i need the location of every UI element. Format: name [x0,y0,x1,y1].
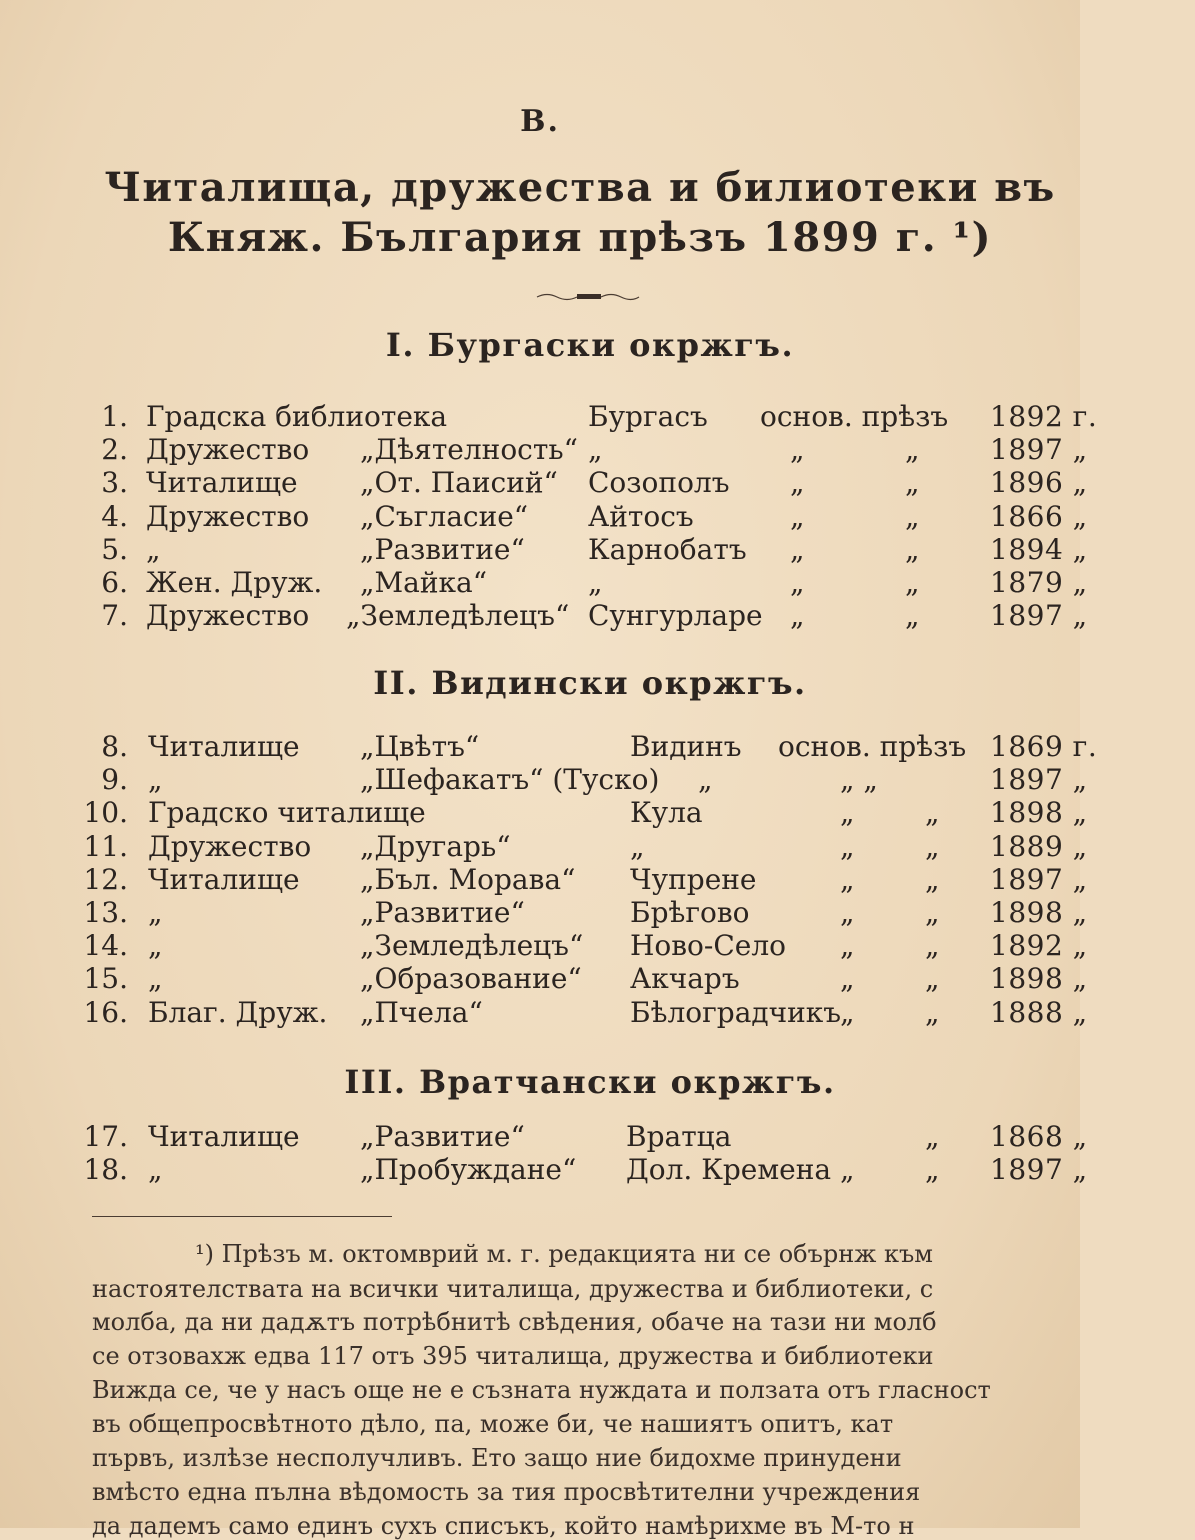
cell-year: 1879 „ [990,566,1088,599]
cell-m2: „ „ [840,763,878,797]
cell-num: 16. [83,995,128,1029]
cell-m2: „ [925,829,940,863]
cell-year: 1896 „ [990,466,1088,500]
cell-m1: „ [790,433,805,467]
table-row [0,466,1088,500]
cell-name: „От. Паисий“ [360,466,558,500]
footnote-line: молба, да ни дадѫтъ потрѣбнитѣ свѣдения, обаче на тази ни молб [92,1308,937,1336]
cell-year: 1892 г. [990,400,1098,433]
cell-place: Созополъ [588,466,730,500]
cell-year: 1898 „ [990,796,1088,830]
cell-m1: „ [840,862,855,896]
cell-name: „Бъл. Морава“ [360,862,576,896]
table-row [0,896,1088,930]
table-row [0,1153,1088,1187]
footnote-rule [92,1216,392,1217]
cell-name: „Образование“ [360,962,582,996]
cell-num: 1. [101,400,128,433]
cell-year: 1869 г. [990,730,1098,763]
footnote-line: да дадемъ само единъ сухъ списъкъ, който намѣрихме въ М-то н [92,1512,915,1540]
cell-year: 1897 „ [990,599,1088,633]
cell-kind: Читалище [148,1120,300,1153]
cell-m2: „ [925,995,940,1029]
cell-num: 8. [101,730,128,763]
cell-num: 18. [83,1153,128,1187]
table-row [0,730,1098,764]
cell-num: 12. [83,862,128,896]
cell-year: 1897 „ [990,1153,1088,1187]
cell-m1: „ [840,796,855,830]
cell-kind: „ [146,532,161,566]
cell-kind: Читалище [146,466,298,500]
cell-m1: „ [790,599,805,633]
table-row [0,929,1088,963]
cell-place: Видинъ [630,730,742,763]
cell-m1: „ [840,929,855,963]
cell-num: 5. [101,532,128,566]
cell-place: Дол. Кремена [626,1153,832,1187]
footnote-line: вмѣсто една пълна вѣдомость за тия просвѣтителни учреждения [92,1478,921,1506]
cell-place: Карнобатъ [588,532,747,566]
cell-year: 1897 „ [990,763,1088,797]
cell-place: Сунгурларе [588,599,763,633]
cell-m1: „ [840,829,855,863]
cell-year: 1866 „ [990,499,1088,533]
cell-m1: „ [840,896,855,929]
cell-num: 7. [101,599,128,633]
table-row [0,796,1088,830]
cell-num: 11. [83,829,128,863]
cell-m1: „ [840,1153,855,1187]
footnote-line: въ общепросвѣтното дѣло, па, може би, че нашиятъ опитъ, кат [92,1410,894,1438]
cell-m1: „ [698,763,713,797]
cell-m1: „ [790,499,805,533]
cell-m2: „ [925,1120,940,1153]
cell-name: „Другарь“ [360,829,511,863]
section-heading-vidin: II. Видински окржгъ. [373,664,807,702]
cell-m2: „ [925,962,940,996]
page-title-line-2: Княж. България прѣзъ 1899 г. ¹) [167,214,993,261]
cell-m2: „ [925,929,940,963]
cell-name: „Пчела“ [360,995,483,1029]
cell-m2: „ [905,499,920,533]
table-row [0,599,1088,633]
cell-m2: основ. прѣзъ [760,400,949,433]
footnote-line: се отзовахж едва 117 отъ 395 читалища, дружества и библиотеки [92,1342,934,1370]
cell-kind: Читалище [148,862,300,896]
cell-m1: „ [840,962,855,996]
cell-num: 3. [101,466,128,500]
table-row [0,499,1088,534]
cell-kind: „ [148,763,163,797]
cell-place: Бургасъ [588,400,708,433]
cell-kind: „ [148,962,163,996]
table-row [0,400,1098,434]
cell-name: „Майка“ [360,566,488,599]
cell-kind: Жен. Друж. [146,566,323,599]
cell-year: 1897 „ [990,433,1088,467]
cell-kind: Читалище [148,730,300,763]
footnote-line: ¹) Прѣзъ м. октомврий м. г. редакцията ни се обърнж към [195,1240,933,1268]
cell-place: Вратца [626,1120,732,1153]
table-row [0,829,1088,864]
footnote-line: настоятелствата на всички читалища, дружества и библиотеки, с [92,1275,934,1303]
footnote-line: първъ, излѣзе несполучливъ. Ето защо ние бидохме принудени [92,1444,902,1472]
cell-kind: Градско читалище [148,796,426,830]
cell-name: „Развитие“ [360,532,525,566]
cell-m2: „ [925,896,940,929]
cell-year: 1868 „ [990,1120,1088,1153]
cell-num: 9. [101,763,128,797]
cell-kind: „ [148,1153,163,1187]
cell-name: „Земледѣлецъ“ [360,929,584,963]
cell-place: Кула [630,796,703,830]
page-title-line-1: Читалища, дружества и билиотеки въ [104,164,1056,211]
cell-year: 1898 „ [990,962,1088,996]
cell-m2: „ [905,566,920,599]
cell-place: Айтосъ [588,499,694,533]
table-row [0,1120,1088,1154]
cell-name: „Цвѣтъ“ [360,730,480,763]
cell-name: „Пробуждане“ [360,1153,577,1187]
table-row [0,962,1088,996]
cell-year: 1888 „ [990,995,1088,1029]
footnote-line: Вижда се, че у насъ още не е съзната нуждата и ползата отъ гласност [92,1376,991,1404]
cell-num: 14. [83,929,128,963]
cell-year: 1897 „ [990,862,1088,896]
cell-num: 4. [101,499,128,533]
cell-place: Брѣгово [630,896,750,929]
cell-name: „Шефакатъ“ (Туско) [360,763,660,797]
cell-m2: „ [925,796,940,830]
table-row [0,532,1088,567]
cell-name: „Развитие“ [360,1120,525,1153]
cell-m2: основ. прѣзъ [778,730,967,763]
cell-kind: Благ. Друж. [148,995,328,1029]
cell-m1: „ [790,466,805,500]
cell-place: „ [588,433,603,467]
table-row [0,566,1088,600]
cell-name: „Съгласие“ [360,499,529,533]
cell-name: „Дѣятелность“ [360,433,578,467]
cell-num: 15. [83,962,128,996]
cell-kind: Дружество [146,499,310,533]
cell-name: „Развитие“ [360,896,525,929]
cell-kind: Дружество [146,433,310,467]
cell-m1: „ [790,532,805,566]
cell-place: Акчаръ [630,962,740,996]
cell-m1: „ [840,995,855,1029]
cell-year: 1898 „ [990,896,1088,929]
table-row [0,862,1088,897]
cell-place: Ново-Село [630,929,786,963]
cell-year: 1889 „ [990,829,1088,863]
cell-kind: „ [148,896,163,929]
cell-kind: Градска библиотека [146,400,448,433]
cell-m2: „ [905,532,920,566]
cell-m2: „ [925,1153,940,1187]
table-row [0,995,1088,1030]
cell-num: 6. [101,566,128,599]
cell-m2: „ [905,599,920,633]
cell-num: 17. [83,1120,128,1153]
section-letter: В. [520,104,560,139]
section-heading-vratsa: III. Вратчански окржгъ. [344,1063,836,1101]
cell-year: 1894 „ [990,532,1088,566]
cell-m1: „ [790,566,805,599]
cell-name: „Земледѣлецъ“ [346,599,570,633]
cell-place: „ [588,566,603,599]
cell-year: 1892 „ [990,929,1088,963]
cell-place: Бѣлоградчикъ [630,995,842,1029]
cell-num: 2. [101,433,128,467]
table-row [0,763,1088,797]
section-heading-burgas: I. Бургаски окржгъ. [385,326,795,364]
cell-kind: Дружество [148,829,312,863]
cell-num: 13. [83,896,128,929]
cell-num: 10. [83,796,128,830]
cell-kind: „ [148,929,163,963]
cell-m2: „ [905,466,920,500]
cell-m2: „ [925,862,940,896]
cell-place: „ [630,829,645,863]
cell-m2: „ [905,433,920,467]
table-row [0,433,1088,467]
cell-place: Чупрене [630,862,757,896]
cell-kind: Дружество [146,599,310,633]
